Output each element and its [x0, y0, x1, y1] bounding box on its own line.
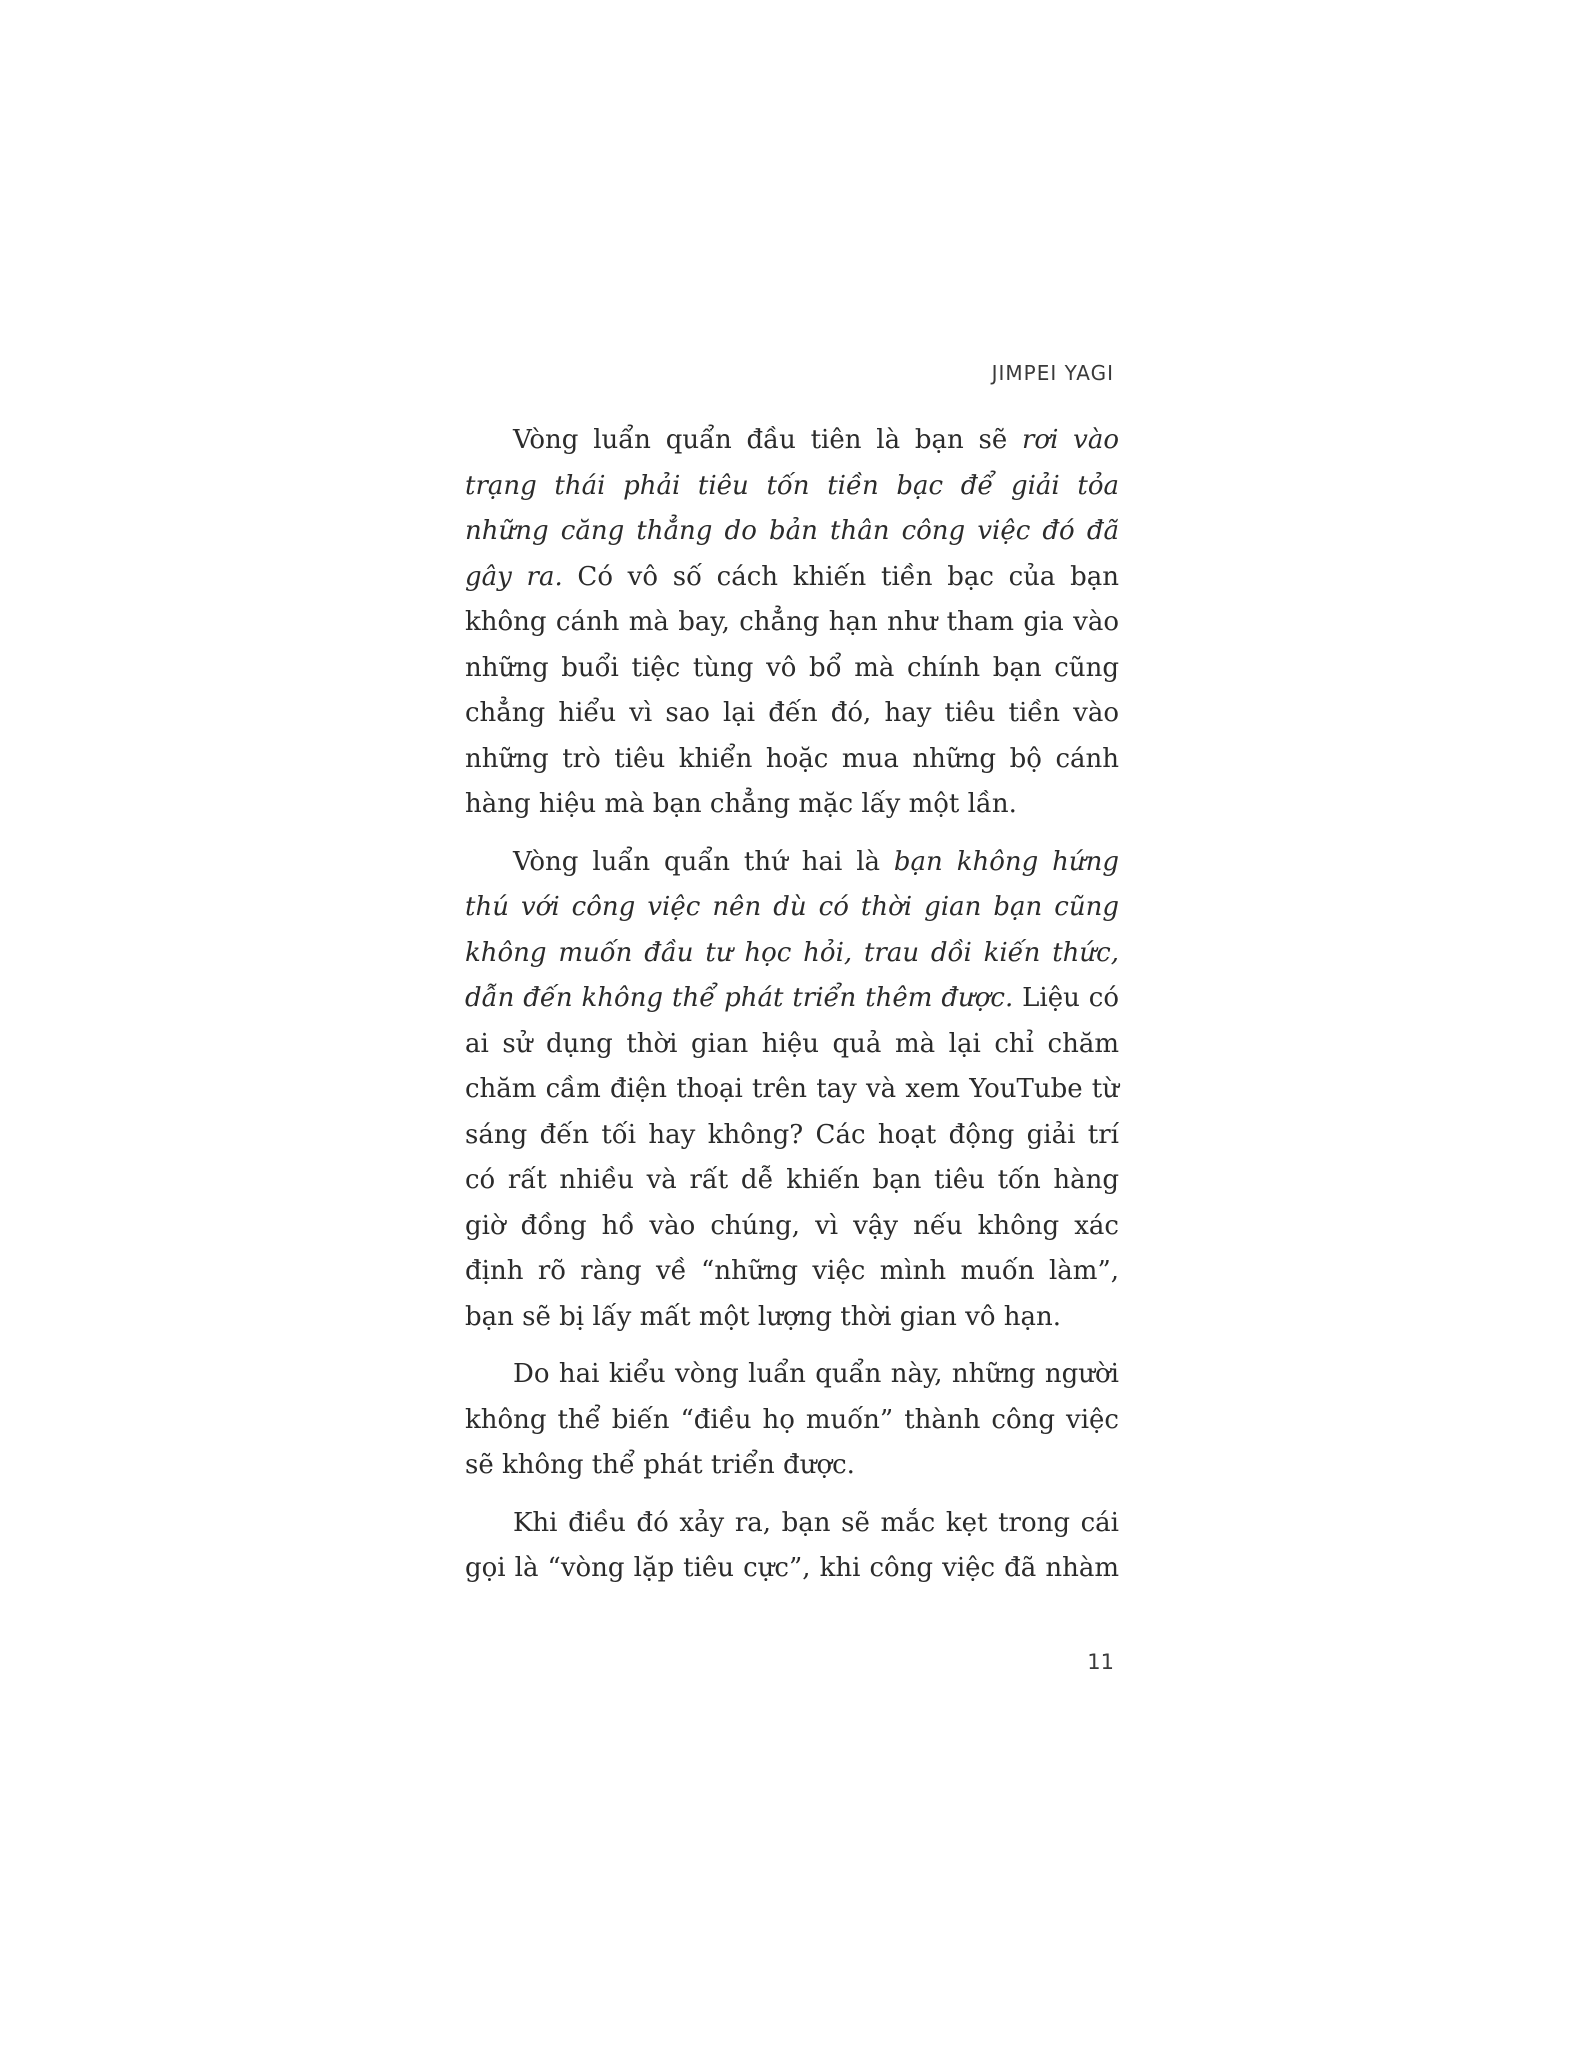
paragraph-2-italic: bạn không hứng thú với công việc nên dù có thời gian bạn cũng không muốn đầu tư học hỏi, trau dồi kiến thức, dẫn đến không thể phát triển thêm được. [465, 846, 1119, 1013]
paragraph-4: Khi điều đó xảy ra, bạn sẽ mắc kẹt trong cái gọi là “vòng lặp tiêu cực”, khi công việc đã nhàm [465, 1507, 1119, 1583]
paragraph-1-text-a: Vòng luẩn quẩn đầu tiên là bạn sẽ [513, 425, 1022, 455]
paragraph-2-text-c: Liệu có ai sử dụng thời gian hiệu quả mà lại chỉ chăm chăm cầm điện thoại trên tay và xem YouTube từ sáng đến tối hay không? Các hoạt động giải trí có rất nhiều và rất dễ khiến bạn tiêu tốn hàng giờ đồng hồ vào chúng, vì vậy nếu không xác định rõ ràng về “những việc mình muốn làm”, bạn sẽ bị lấy mất một lượng thời gian vô hạn. [465, 983, 1119, 1332]
running-head: JIMPEI YAGI [991, 361, 1114, 385]
paragraph-1-text-c: Có vô số cách khiến tiền bạc của bạn không cánh mà bay, chẳng hạn như tham gia vào những buổi tiệc tùng vô bổ mà chính bạn cũng chẳng hiểu vì sao lại đến đó, hay tiêu tiền vào những trò tiêu khiển hoặc mua những bộ cánh hàng hiệu mà bạn chẳng mặc lấy một lần. [465, 561, 1119, 819]
paragraph-1-italic: rơi vào trạng thái phải tiêu tốn tiền bạc để giải tỏa những căng thẳng do bản thân công việc đó đã gây ra. [465, 425, 1119, 592]
paragraph-3: Do hai kiểu vòng luẩn quẩn này, những người không thể biến “điều họ muốn” thành công việc sẽ không thể phát triển được. [465, 1359, 1119, 1480]
paragraph-2 [465, 840, 1119, 1341]
paragraph-1 [465, 418, 1119, 828]
paragraph-2-text-a: Vòng luẩn quẩn thứ hai là [513, 846, 894, 877]
page-number: 11 [1087, 1650, 1114, 1674]
body-text [465, 418, 1119, 1592]
